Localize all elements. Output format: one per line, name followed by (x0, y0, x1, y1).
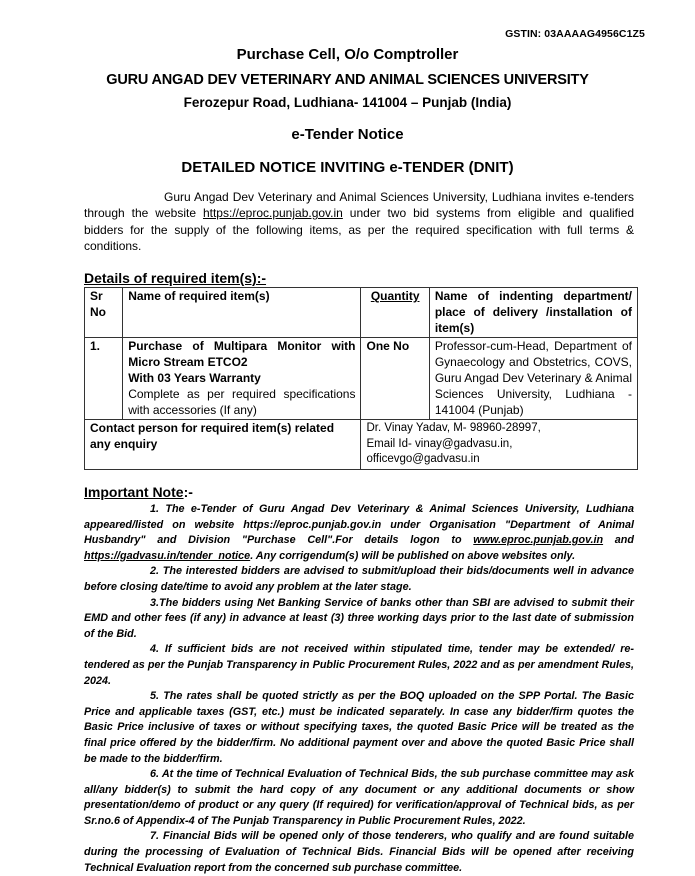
intro-paragraph (84, 189, 634, 254)
note-1-text: 1. The e-Tender of Guru Angad Dev Veterinary & Animal Sciences University, Ludhiana appeared/listed on website https://eproc.punjab.gov.in under Organisation "Department of Animal Husbandry" and Division "Purchase Cell".For details logon to (84, 503, 634, 547)
important-note-title (84, 484, 193, 500)
cell-quantity: One No (361, 338, 429, 420)
cell-item-name (123, 338, 361, 420)
note-1-and: and (603, 534, 634, 547)
contact-label: Contact person for required item(s) related any enquiry (85, 420, 361, 470)
contact-row (85, 420, 638, 470)
note-item-2: 2. The interested bidders are advised to submit/upload their bids/documents well in advance before closing date/time to avoid any problem at the later stage. (84, 565, 634, 593)
note-item-4: 4. If sufficient bids are not received within stipulated time, tender may be extended/ re-tendered as per the Punjab Transparency in Public Procurement Rules, 2022 and as per amendment Rules, 2024. (84, 643, 634, 687)
important-note-suffix: :- (183, 484, 193, 500)
office-name: Purchase Cell, O/o Comptroller (236, 46, 459, 63)
note-item-7: 7. Financial Bids will be opened only of those tenderers, who qualify and are found suitable during the processing of Evaluation of Technical Bids. Financial Bids will be opened after receiving Technical Evaluation report from the concerned sub purchase committee. (84, 830, 634, 874)
important-notes-list (84, 502, 634, 876)
contact-email: Email Id- vinay@gadvasu.in, (366, 437, 513, 450)
note-1-text-end: . Any corrigendum(s) will be published on above websites only. (250, 549, 576, 562)
contact-name-phone: Dr. Vinay Yadav, M- 98960-28997, (366, 422, 541, 435)
item-description: Complete as per required specifications with accessories (If any) (128, 386, 356, 417)
item-title: Purchase of Multipara Monitor with Micro Stream ETCO2 (128, 339, 356, 370)
header-quantity: Quantity (361, 288, 429, 338)
important-note-label: Important Note (84, 484, 184, 500)
item-warranty: With 03 Years Warranty (128, 370, 261, 385)
cell-sr-no: 1. (85, 338, 123, 420)
contact-office-email: officevgo@gadvasu.in (366, 453, 480, 466)
items-table (84, 287, 638, 470)
university-address: Ferozepur Road, Ludhiana- 141004 – Punjab (India) (183, 95, 512, 110)
eproc-www-link[interactable]: www.eproc.punjab.gov.in (473, 534, 604, 547)
cell-department: Professor-cum-Head, Department of Gynaecology and Obstetrics, COVS, Guru Angad Dev Veterinary & Animal Sciences University, Ludhiana - 141004 (Punjab) (429, 338, 637, 420)
gadvasu-tender-link[interactable]: https://gadvasu.in/tender_notice (84, 549, 251, 562)
university-name: GURU ANGAD DEV VETERINARY AND ANIMAL SCIENCES UNIVERSITY (106, 72, 589, 88)
intro-text-before: Guru Angad Dev Veterinary and Animal Sciences University, Ludhiana invites e-tenders through the website (84, 190, 634, 221)
header-department: Name of indenting department/ place of delivery /installation of item(s) (429, 288, 637, 338)
note-item-3: 3.The bidders using Net Banking Service of banks other than SBI are advised to submit their EMD and other fees (if any) in advance at least (3) three working days prior to the last date of submission of the Bid. (84, 596, 634, 640)
contact-details (361, 420, 638, 470)
note-item-5: 5. The rates shall be quoted strictly as per the BOQ uploaded on the SPP Portal. The Basic Price and applicable taxes (GST, etc.) must be indicated separately. In case any bidder/firm quotes the Basic Price inclusive of taxes or without specifying taxes, the quoted Basic Price will be treated as the final price offered by the bidder/firm. No additional payment over and above the quoted Basic Price shall be made to the bidder/firm. (84, 690, 634, 765)
table-row (85, 338, 638, 420)
note-item-1 (84, 502, 634, 564)
gstin-number: GSTIN: 03AAAAG4956C1Z5 (505, 28, 645, 40)
intro-text-after: under two bid systems from eligible and qualified bidders for the supply of the following items, as per the required specification with full terms & conditions. (84, 206, 635, 253)
details-section-title: Details of required item(s):- (84, 270, 267, 286)
table-header-row (85, 288, 638, 338)
header-item-name: Name of required item(s) (123, 288, 361, 338)
notice-title: DETAILED NOTICE INVITING e-TENDER (DNIT) (181, 159, 514, 176)
header-sr-no: Sr No (85, 288, 123, 338)
eproc-link[interactable]: https://eproc.punjab.gov.in (202, 206, 343, 221)
note-item-6: 6. At the time of Technical Evaluation of Technical Bids, the sub purchase committee may ask all/any bidder(s) to submit the hard copy of any document or any additional documents or show presentation/demo of product or any query (If required) for verification/approval of Technical bids, as per Sr.no.6 of Appendix-4 of The Punjab Transparency in Public Procurement Rules, 2022. (84, 768, 634, 827)
notice-type: e-Tender Notice (291, 126, 404, 143)
